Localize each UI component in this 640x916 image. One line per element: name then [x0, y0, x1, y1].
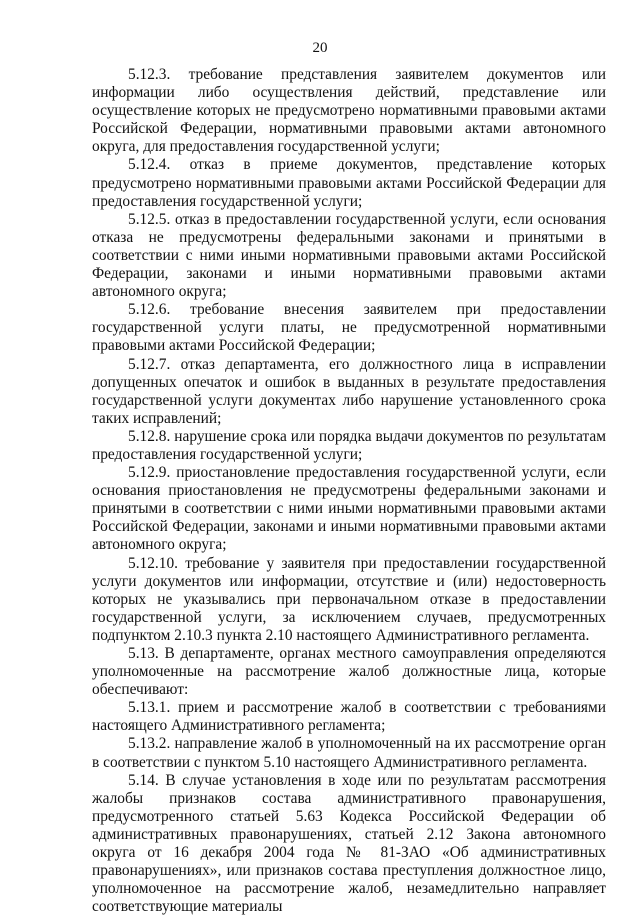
page-number: 20	[312, 40, 328, 56]
paragraph-5-12-7: 5.12.7. отказ департамента, его должностного лица в исправлении допущенных опечаток и ошибок в выданных в результате предоставления государственной услуги документах либо нарушение установленного срока таких исправлений;	[92, 355, 606, 427]
paragraph-5-12-5: 5.12.5. отказ в предоставлении государственной услуги, если основания отказа не предусмотрены федеральными законами и принятыми в соответствии с ними иными нормативными правовыми актами Российской Федерации, законами и иными нормативными правовыми актами автономного округа;	[92, 210, 606, 301]
paragraph-5-13-2: 5.13.2. направление жалоб в уполномоченный на их рассмотрение орган в соответствии с пунктом 5.10 настоящего Административного регламента.	[92, 735, 606, 771]
paragraph-5-12-6: 5.12.6. требование внесения заявителем при предоставлении государственной услуги платы, не предусмотренной нормативными правовыми актами Российской Федерации;	[92, 301, 606, 355]
paragraph-5-13: 5.13. В департаменте, органах местного самоуправления определяются уполномоченные на рассмотрение жалоб должностные лица, которые обеспечивают:	[92, 645, 606, 699]
paragraph-5-12-8: 5.12.8. нарушение срока или порядка выдачи документов по результатам предоставления государственной услуги;	[92, 427, 606, 463]
paragraph-5-12-3: 5.12.3. требование представления заявителем документов или информации либо осуществления действий, представление или осуществление которых не предусмотрено нормативными правовыми актами Российской Федерации, нормативными правовыми актами автономного округа, для предоставления государственной услуги;	[92, 66, 606, 156]
paragraph-5-12-9: 5.12.9. приостановление предоставления государственной услуги, если основания приостановления не предусмотрены федеральными законами и принятыми в соответствии с ними иными нормативными правовыми актами Российской Федерации, законами и иными нормативными правовыми актами автономного округа;	[92, 464, 606, 554]
paragraph-5-14: 5.14. В случае установления в ходе или по результатам рассмотрения жалобы признаков состава административного правонарушения, предусмотренного статьей 5.63 Кодекса Российской Федерации об административных правонарушениях, статьей 2.12 Закона автономного округа от 16 декабря 2004 года № 81-ЗАО «Об административных правонарушениях», или признаков состава преступления должностное лицо, уполномоченное на рассмотрение жалоб, незамедлительно направляет соответствующие материалы	[92, 771, 606, 916]
paragraph-5-13-1: 5.13.1. прием и рассмотрение жалоб в соответствии с требованиями настоящего Административного регламента;	[92, 699, 606, 735]
paragraph-5-12-10: 5.12.10. требование у заявителя при предоставлении государственной услуги документов или информации, отсутствие и (или) недостоверность которых не указывались при первоначальном отказе в предоставлении государственной услуги, за исключением случаев, предусмотренных подпунктом 2.10.3 пункта 2.10 настоящего Административного регламента.	[92, 554, 606, 644]
document-body	[92, 66, 606, 916]
paragraph-5-12-4: 5.12.4. отказ в приеме документов, представление которых предусмотрено нормативными правовыми актами Российской Федерации для предоставления государственной услуги;	[92, 156, 606, 210]
